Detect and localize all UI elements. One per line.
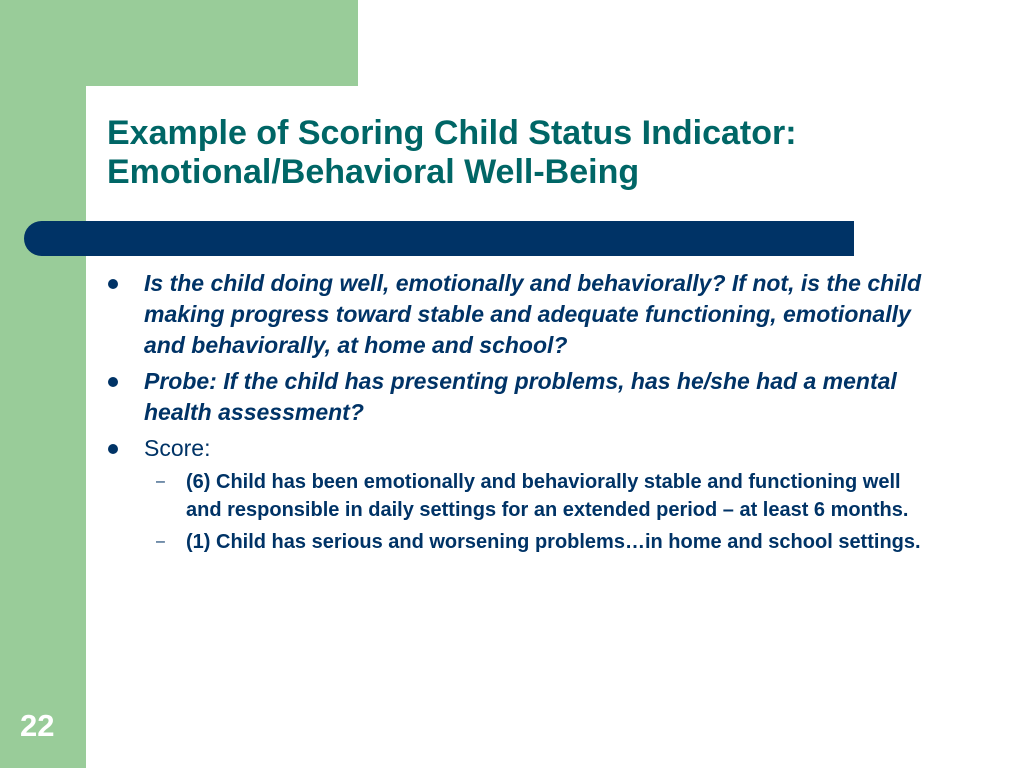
sub-bullet-text: (6) Child has been emotionally and behaviorally stable and functioning well and responsible in daily settings for an extended period – at least 6 months. [186, 471, 909, 521]
page-number: 22 [20, 708, 55, 743]
bullet-item-score [104, 433, 924, 556]
bullet-dot-icon [108, 279, 118, 289]
sidebar-green-bar [0, 0, 86, 768]
dash-icon: – [156, 533, 165, 550]
sub-bullet-item [144, 468, 924, 524]
dash-icon: – [156, 473, 165, 490]
slide-title-line-2: Emotional/Behavioral Well-Being [107, 153, 640, 191]
slide-title-line-1: Example of Scoring Child Status Indicator: [107, 114, 797, 152]
sub-bullet-item [144, 528, 924, 556]
header-green-block [0, 0, 358, 86]
score-label: Score: [144, 435, 211, 461]
title-divider-bar [24, 221, 854, 256]
bullet-text: Is the child doing well, emotionally and behaviorally? If not, is the child making progress toward stable and adequate functioning, emotionally and behaviorally, at home and school? [144, 270, 921, 358]
bullet-item-question [104, 268, 924, 361]
bullet-item-probe [104, 366, 924, 428]
score-sub-list [144, 468, 924, 556]
bullet-dot-icon [108, 444, 118, 454]
sub-bullet-text: (1) Child has serious and worsening problems…in home and school settings. [186, 531, 921, 553]
bullet-text: Probe: If the child has presenting problems, has he/she had a mental health assessment? [144, 368, 897, 425]
bullet-dot-icon [108, 377, 118, 387]
bullet-list [104, 268, 924, 561]
slide-title [107, 114, 987, 192]
